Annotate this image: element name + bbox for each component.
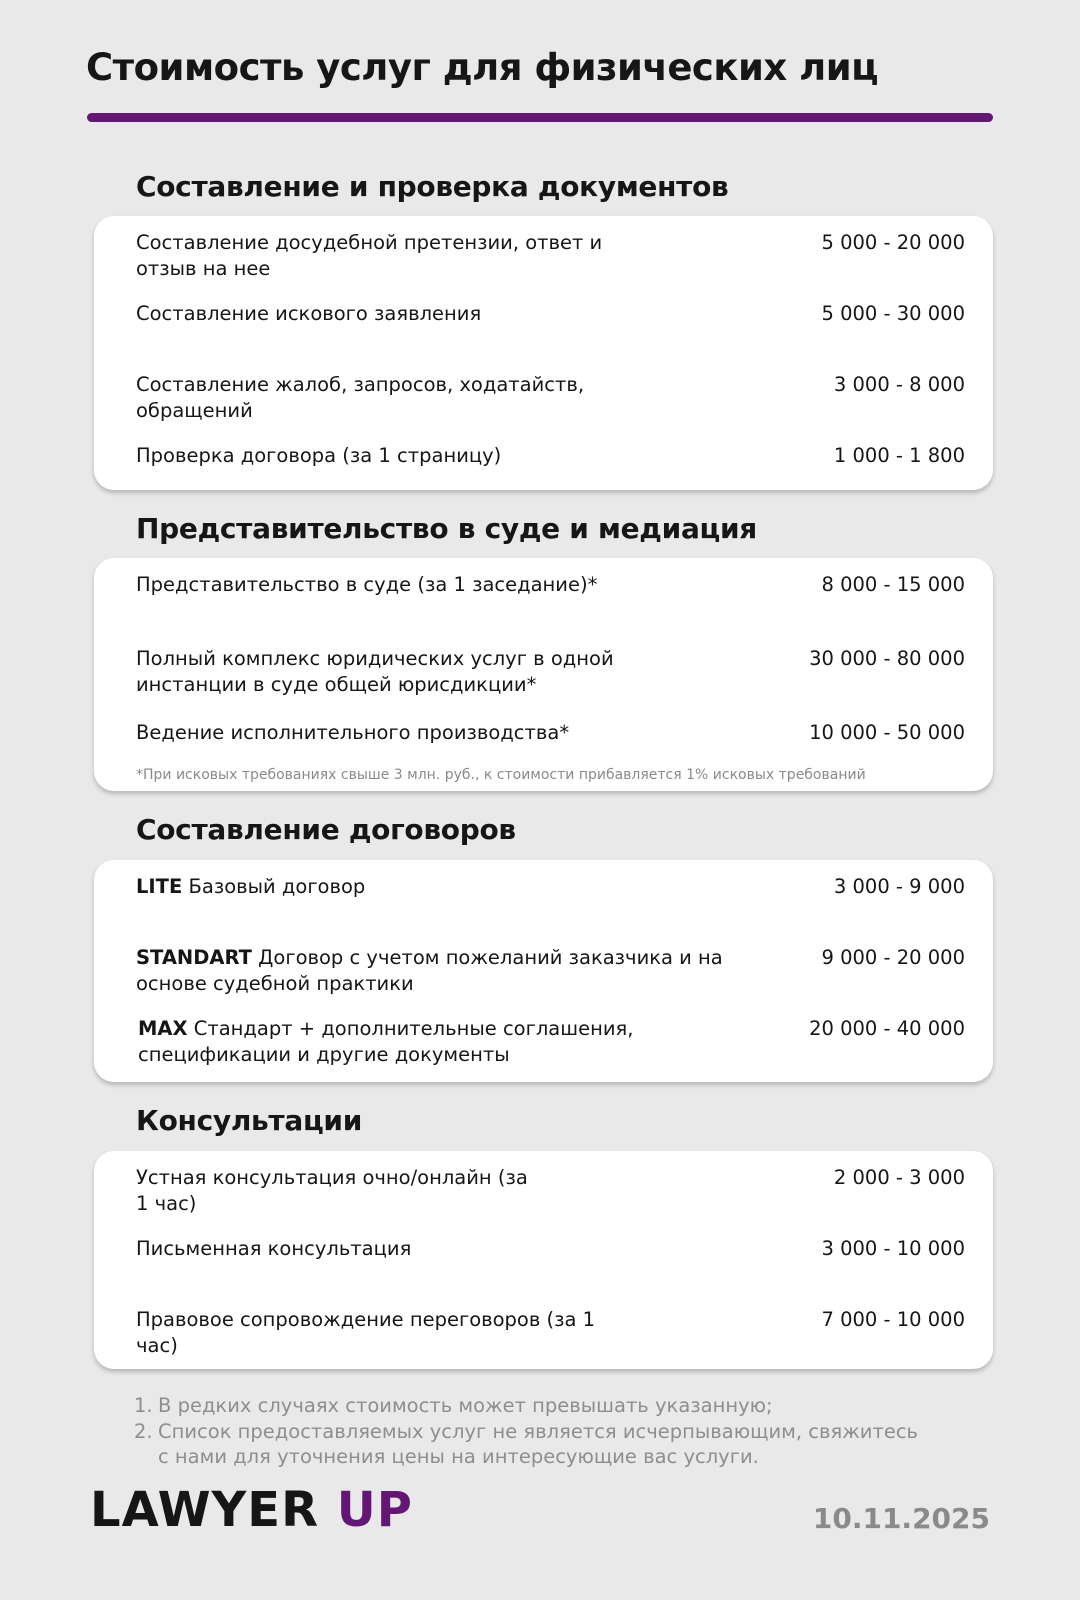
note-item <box>134 1419 934 1470</box>
section-heading-consultations: Консультации <box>136 1104 363 1137</box>
logo-accent-text: UP <box>336 1482 413 1538</box>
service-price: 3 000 - 8 000 <box>833 373 965 396</box>
page-title: Стоимость услуг для физических лиц <box>86 46 879 89</box>
service-name: Договор с учетом пожеланий заказчика и на основе судебной практики <box>136 946 723 995</box>
logo-text: LAWYER <box>90 1482 320 1538</box>
service-price: 10 000 - 50 000 <box>809 721 965 744</box>
price-row <box>94 874 993 945</box>
price-row <box>94 230 993 301</box>
service-name: Письменная консультация <box>136 1237 412 1260</box>
service-name: Устная консультация очно/онлайн (за 1 час) <box>136 1166 528 1215</box>
tier-label: MAX <box>138 1017 188 1040</box>
service-name: Ведение исполнительного производства* <box>136 721 570 744</box>
section-heading-court: Представительство в суде и медиация <box>136 512 757 545</box>
price-row <box>94 1236 993 1307</box>
service-name: Базовый договор <box>188 875 366 898</box>
title-divider <box>87 113 993 122</box>
price-card-documents <box>94 216 993 490</box>
price-row <box>94 646 993 720</box>
service-price: 8 000 - 15 000 <box>821 573 965 596</box>
service-price: 2 000 - 3 000 <box>833 1166 965 1189</box>
section-heading-documents: Составление и проверка документов <box>136 170 729 203</box>
price-row <box>94 1165 993 1236</box>
note-number: 2. <box>134 1419 153 1443</box>
notes-list <box>134 1393 934 1470</box>
service-price: 7 000 - 10 000 <box>821 1308 965 1331</box>
service-price: 3 000 - 9 000 <box>833 875 965 898</box>
price-card-consultations <box>94 1151 993 1369</box>
date-label: 10.11.2025 <box>812 1502 990 1535</box>
brand-logo <box>90 1482 413 1538</box>
service-name: Составление жалоб, запросов, ходатайств, обращений <box>136 373 585 422</box>
note-text: В редких случаях стоимость может превышать указанную; <box>158 1394 773 1417</box>
service-name: Правовое сопровождение переговоров (за 1 час) <box>136 1308 596 1357</box>
service-name: Составление досудебной претензии, ответ и отзыв на нее <box>136 231 603 280</box>
price-card-contracts <box>94 860 993 1082</box>
service-name: Проверка договора (за 1 страницу) <box>136 444 502 467</box>
section-heading-contracts: Составление договоров <box>136 813 516 846</box>
service-price: 3 000 - 10 000 <box>821 1237 965 1260</box>
service-name: Составление искового заявления <box>136 302 482 325</box>
note-number: 1. <box>134 1394 153 1417</box>
service-price: 9 000 - 20 000 <box>821 946 965 969</box>
footnote: *При исковых требованиях свыше 3 млн. руб., к стоимости прибавляется 1% исковых требований <box>136 767 866 783</box>
price-row <box>94 1016 993 1087</box>
service-price: 1 000 - 1 800 <box>833 444 965 467</box>
service-price: 5 000 - 30 000 <box>821 302 965 325</box>
service-name: Полный комплекс юридических услуг в одной инстанции в суде общей юрисдикции* <box>136 647 614 696</box>
service-name: Представительство в суде (за 1 заседание)* <box>136 573 598 596</box>
service-name: Стандарт + дополнительные соглашения, спецификации и другие документы <box>138 1017 634 1066</box>
service-price: 20 000 - 40 000 <box>809 1017 965 1040</box>
price-row <box>94 945 993 1016</box>
note-text: Список предоставляемых услуг не является исчерпывающим, свяжитесь с нами для уточнения цены на интересующие вас услуги. <box>158 1419 919 1468</box>
price-row <box>94 372 993 443</box>
price-card-court <box>94 558 993 791</box>
service-price: 30 000 - 80 000 <box>809 647 965 670</box>
price-row <box>94 1307 993 1378</box>
price-row <box>94 572 993 646</box>
price-row <box>94 301 993 372</box>
price-row <box>94 443 993 514</box>
note-item <box>134 1393 934 1419</box>
tier-label: LITE <box>136 875 183 898</box>
service-price: 5 000 - 20 000 <box>821 231 965 254</box>
tier-label: STANDART <box>136 946 252 969</box>
